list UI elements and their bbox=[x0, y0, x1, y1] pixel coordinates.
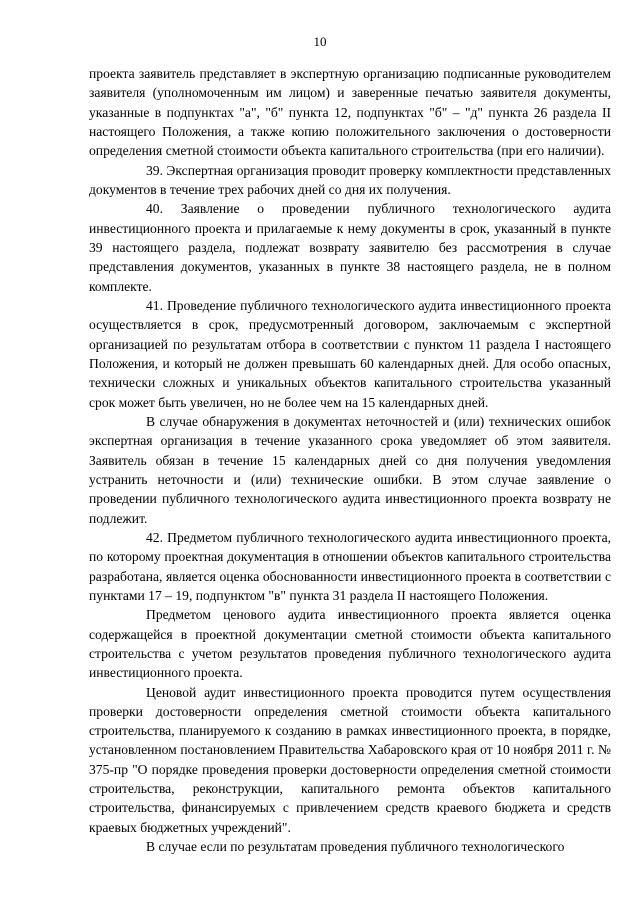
paragraph-item-39: 39. Экспертная организация проводит проверку комплектности представленных документов в течение трех рабочих дней со дня их получения. bbox=[89, 162, 611, 197]
paragraph-item-42: 42. Предметом публичного технологического аудита инвестиционного проекта, по которому проектная документация в отношении объектов капитального строительства разработана, является оценка обоснованности инвестиционного проекта в соответствии с пунктами 17 – 19, подпунктом "в" пункта 31 раздела II настоящего Положения. bbox=[89, 529, 611, 603]
page-number: 10 bbox=[313, 34, 327, 49]
paragraph-item-40: 40. Заявление о проведении публичного технологического аудита инвестиционного проекта и прилагаемые к нему документы в срок, указанный в пункте 39 настоящего раздела, подлежат возврату заявителю без рассмотрения в случае представления документов, указанных в пункте 38 настоящего раздела, не в полном комплекте. bbox=[89, 201, 611, 294]
paragraph-price-audit-procedure: Ценовой аудит инвестиционного проекта проводится путем осуществления проверки достоверности определения сметной стоимости объекта капитального строительства, планируемого к созданию в рамках инвестиционного проекта, в порядке, установленном постановлением Правительства Хабаровского края от 10 ноября 2011 г. № 375-пр "О порядке проведения проверки достоверности определения сметной стоимости строительства, реконструкции, капитального ремонта объектов капитального строительства, финансируемых с привлечением средств краевого бюджета и средств краевых бюджетных учреждений". bbox=[89, 684, 611, 835]
paragraph-item-41-errors: В случае обнаружения в документах неточностей и (или) технических ошибок экспертная организация в течение указанного срока уведомляет об этом заявителя. Заявитель обязан в течение 15 календарных дней со дня получения уведомления устранить неточности и (или) технические ошибки. В этом случае заявление о проведении публичного технологического аудита инвестиционного проекта возврату не подлежит. bbox=[89, 413, 611, 526]
paragraph-item-41: 41. Проведение публичного технологического аудита инвестиционного проекта осуществляется в срок, предусмотренный договором, заключаемым с экспертной организацией по результатам отбора в соответствии с пунктом 11 раздела I настоящего Положения, и который не должен превышать 60 календарных дней. Для особо опасных, технически сложных и уникальных объектов капитального строительства указанный срок может быть увеличен, но не более чем на 15 календарных дней. bbox=[89, 297, 611, 410]
document-body bbox=[89, 64, 611, 856]
paragraph-continuation: проекта заявитель представляет в экспертную организацию подписанные руководителем заявителя (уполномоченным им лицом) и заверенные печатью заявителя документы, указанные в подпунктах "а", "б" пункта 12, подпунктах "б" – "д" пункта 26 раздела II настоящего Положения, а также копию положительного заключения о достоверности определения сметной стоимости объекта капитального строительства (при его наличии). bbox=[89, 66, 611, 159]
paragraph-price-audit-subject: Предметом ценового аудита инвестиционного проекта является оценка содержащейся в проектной документации сметной стоимости объекта капитального строительства с учетом результатов проведения публичного технологического аудита инвестиционного проекта. bbox=[89, 607, 611, 681]
paragraph-final-line: В случае если по результатам проведения публичного технологического bbox=[146, 839, 565, 855]
